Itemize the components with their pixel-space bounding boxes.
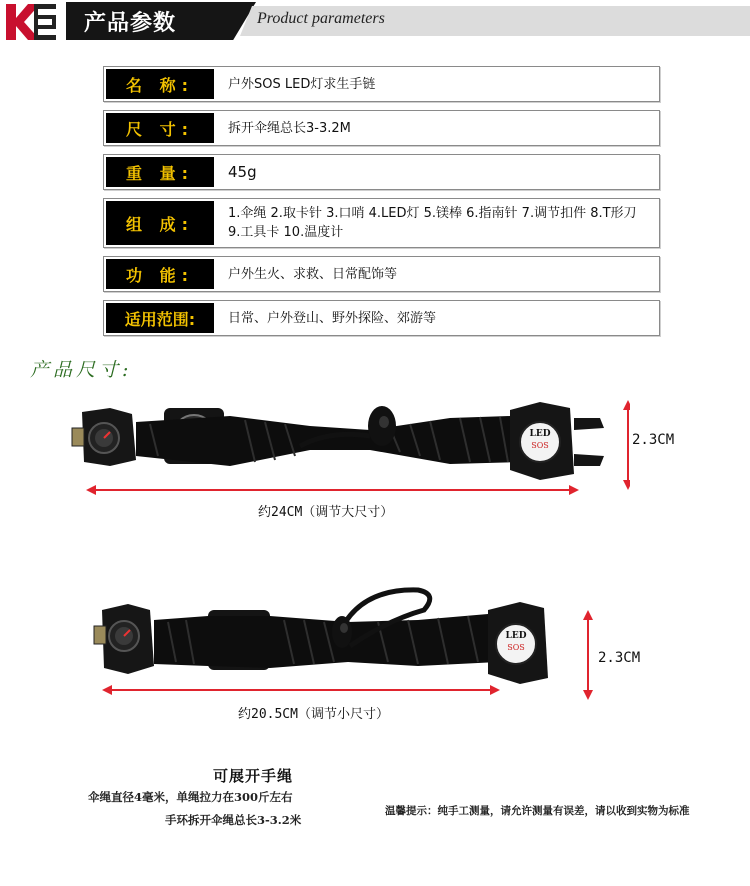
footer-line-2: 手环拆开伞绳总长3-3.2米: [165, 813, 302, 827]
bracelet-small-image: [88, 570, 598, 710]
page-title: 产品参数: [84, 11, 177, 36]
param-value: 拆开伞绳总长3-3.2M: [228, 120, 351, 136]
footer-note: 温馨提示：纯手工测量，请允许测量有误差，请以收到实物为标准: [385, 805, 690, 817]
badge-led-text: LED: [505, 631, 527, 641]
param-value: 45g: [228, 162, 257, 181]
page-subtitle: Product parameters: [257, 10, 385, 27]
params-table: [103, 66, 660, 344]
badge-led-text: LED: [529, 429, 551, 439]
param-key: 重 量:: [106, 157, 214, 187]
length-label-small: 约20.5CM（调节小尺寸）: [238, 707, 389, 722]
length-label-large: 约24CM（调节大尺寸）: [258, 505, 394, 520]
param-value: 户外SOS LED灯求生手链: [228, 76, 376, 92]
badge-sos-text: SOS: [531, 441, 549, 450]
param-row-usage: [103, 300, 660, 336]
param-row-size: [103, 110, 660, 146]
param-row-weight: [103, 154, 660, 190]
footer-title: 可展开手绳: [213, 767, 294, 785]
header-banner: [0, 0, 750, 44]
param-key: 名 称:: [106, 69, 214, 99]
width-label-large: 2.3CM: [632, 432, 675, 448]
param-key: 尺 寸:: [106, 113, 214, 143]
footer-line-1: 伞绳直径4毫米，单绳拉力在300斤左右: [88, 790, 293, 804]
param-row-function: [103, 256, 660, 292]
param-row-name: [103, 66, 660, 102]
param-value: 1.伞绳 2.取卡针 3.口哨 4.LED灯 5.镁棒 6.指南针 7.调节扣件 8.T形刀 9.工具卡 10.温度计: [228, 206, 637, 240]
brand-logo: [4, 2, 58, 42]
param-value: 日常、户外登山、野外探险、郊游等: [228, 310, 437, 326]
width-label-small: 2.3CM: [598, 650, 641, 666]
param-key: 功 能:: [106, 259, 214, 289]
size-heading: 产品尺寸:: [30, 359, 133, 381]
param-key: 适用范围:: [106, 303, 214, 333]
param-value: 户外生火、求救、日常配饰等: [228, 266, 398, 282]
badge-sos-text: SOS: [507, 643, 525, 652]
param-row-components: [103, 198, 660, 248]
param-key: 组 成:: [106, 201, 214, 245]
